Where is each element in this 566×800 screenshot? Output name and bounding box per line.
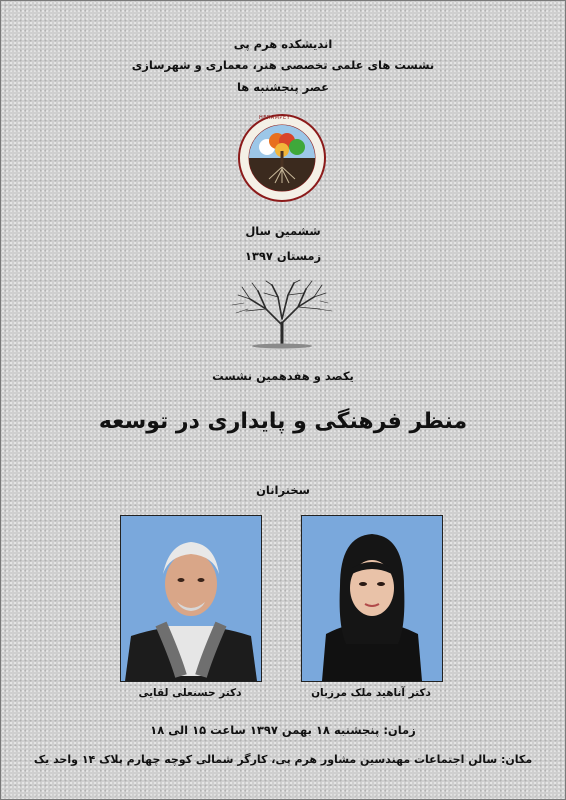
speaker-photo-female <box>301 515 443 682</box>
schedule-text: عصر پنجشنبه ها <box>236 80 329 94</box>
speaker-photo-male <box>120 515 262 682</box>
logo-ring-text: HERAMPEY <box>259 115 291 121</box>
session-number: یکصد و هفدهمین نشست <box>212 369 354 383</box>
event-place: مکان: سالن اجتماعات مهندسین مشاور هرم پی، کارگر شمالی کوچه چهارم پلاک ۱۴ واحد یک <box>33 753 533 766</box>
speakers-heading: سخنرانان <box>256 483 310 497</box>
year-label: ششمین سال <box>245 224 321 238</box>
speaker-name: دکتر آناهید ملک مرزبان <box>311 687 431 699</box>
session-title: منظر فرهنگی و پایداری در توسعه <box>98 409 468 434</box>
season-label: زمستان ۱۳۹۷ <box>244 249 322 263</box>
series-title: نشست های علمی تخصصی هنر، معماری و شهرسازی <box>131 58 435 72</box>
tree-seasons-seal-icon <box>237 113 327 203</box>
organization-name: اندیشکده هرم پی <box>233 37 333 51</box>
speaker-name: دکتر حسنعلی لقایی <box>138 687 242 699</box>
bare-tree-icon <box>228 279 336 349</box>
event-time: زمان: پنجشنبه ۱۸ بهمن ۱۳۹۷ ساعت ۱۵ الی ۱۸ <box>150 723 416 737</box>
